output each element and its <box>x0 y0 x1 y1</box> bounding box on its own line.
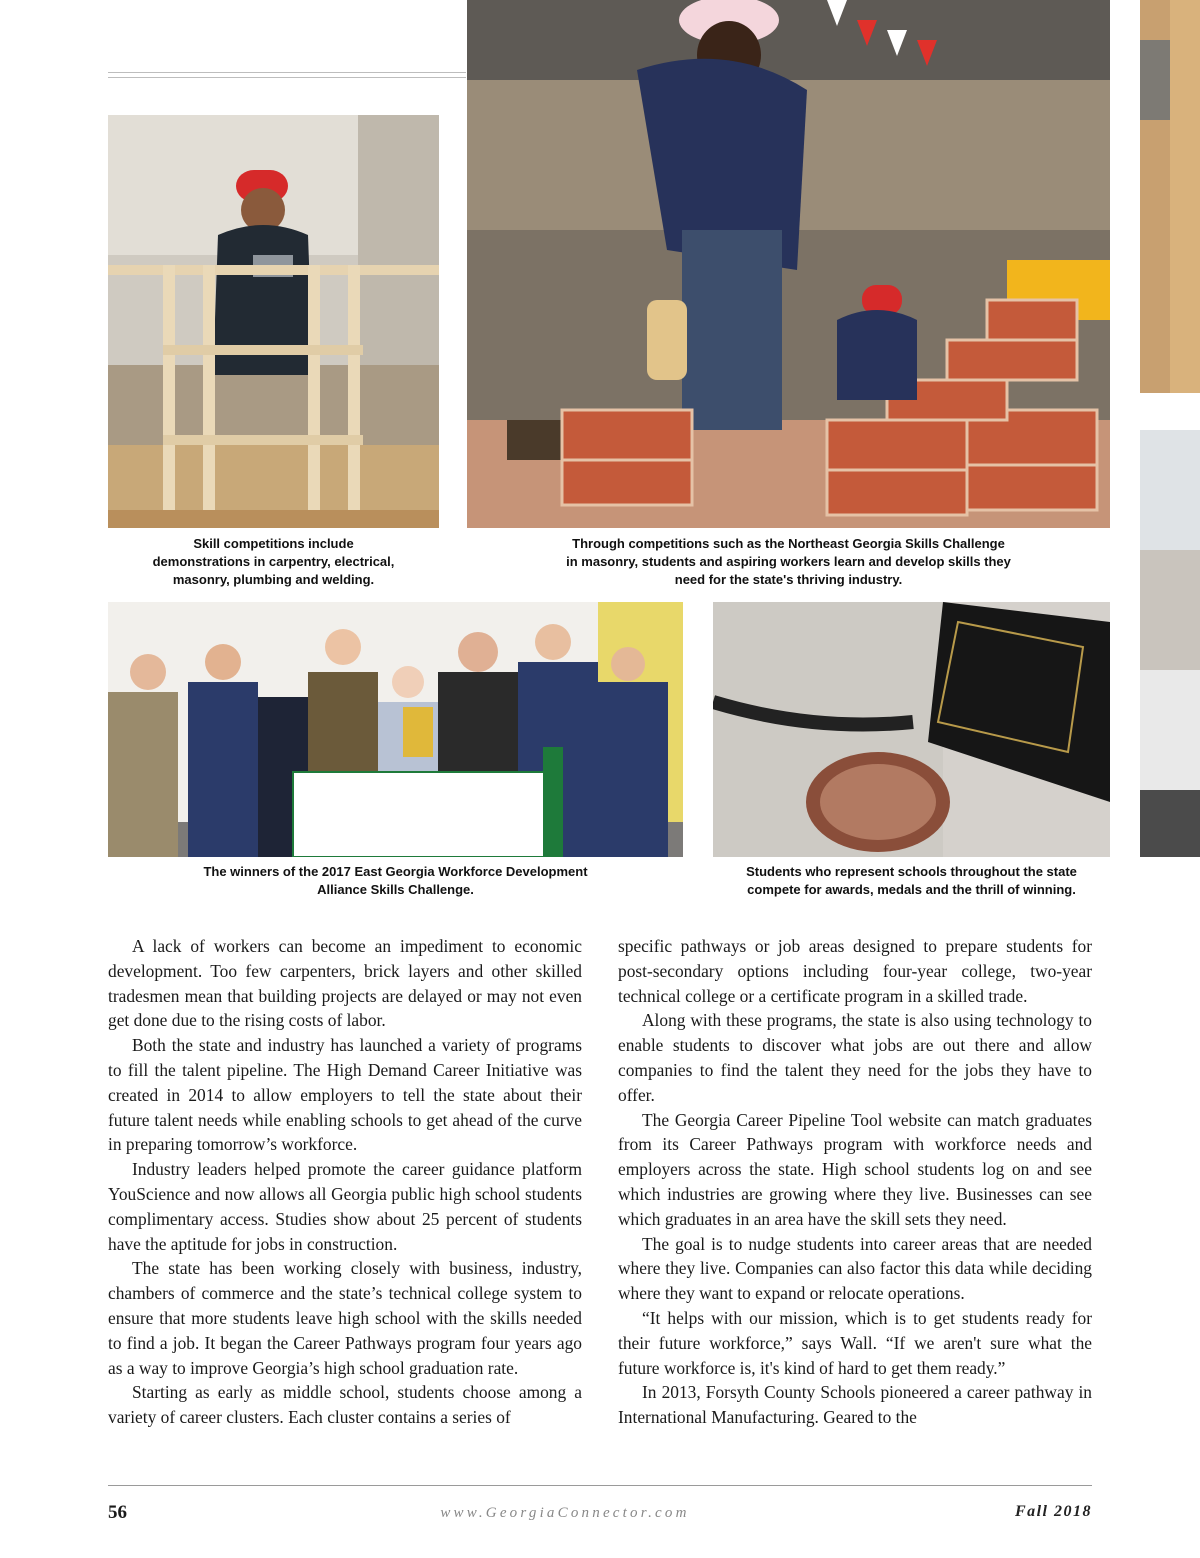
body-paragraph: Both the state and industry has launched a variety of programs to fill the talent pipeline. The High Demand Career Initiative was created in 2014 to allow employers to tell the state about their future talent needs while enabling schools to get ahead of the curve in preparing tomorrow’s workforce. <box>108 1035 582 1155</box>
footer-rule <box>108 1485 1092 1486</box>
winners-group-photo <box>108 602 683 857</box>
header-rule <box>108 72 466 73</box>
body-paragraph: specific pathways or job areas designed to prepare students for post-secondary options including four-year college, two-year technical college or a certificate program in a skilled trade. <box>618 936 1092 1006</box>
carpentry-student-photo <box>108 115 439 528</box>
body-paragraph: Along with these programs, the state is also using technology to enable students to discover what jobs are out there and allow companies to find the talent they need for the jobs they have to offer. <box>618 1010 1092 1105</box>
issue-label: Fall 2018 <box>1014 1503 1092 1520</box>
edge-photo-top <box>1140 0 1200 393</box>
body-paragraph: Starting as early as middle school, students choose among a variety of career clusters. Each cluster contains a series of <box>108 1382 582 1428</box>
caption-line: Skill competitions include <box>193 536 354 551</box>
body-paragraph: The Georgia Career Pipeline Tool website can match graduates from its Career Pathways program with workforce needs and employers across the state. High school students log on and see which industries are growing where they live. Businesses can see which graduates in an area have the skill sets they need. <box>618 1109 1092 1229</box>
body-paragraph: The goal is to nudge students into career areas that are needed where they live. Companies can also factor this data while deciding where they want to expand or relocate operations. <box>618 1233 1092 1304</box>
caption-line: Alliance Skills Challenge. <box>317 882 474 897</box>
body-paragraph: “It helps with our mission, which is to get students ready for their future workforce,” says Wall. “If we aren't sure what the future workforce is, it's kind of hard to get them ready.” <box>618 1307 1092 1378</box>
carpentry-caption <box>108 535 439 589</box>
medal-and-cup-photo <box>713 602 1110 857</box>
medal-caption <box>713 863 1110 899</box>
winners-caption <box>108 863 683 899</box>
body-paragraph: In 2013, Forsyth County Schools pioneered a career pathway in International Manufacturing. Geared to the <box>618 1382 1092 1428</box>
body-paragraph: The state has been working closely with business, industry, chambers of commerce and the state’s technical college system to ensure that more students leave high school with the skills needed to find a job. It began the Career Pathways program four years ago as a way to improve Georgia’s high school graduation rate. <box>108 1258 582 1378</box>
website-link[interactable]: www.GeorgiaConnector.com <box>440 1505 690 1521</box>
caption-line: Students who represent schools throughout the state <box>746 864 1077 879</box>
body-paragraph: Industry leaders helped promote the career guidance platform YouScience and now allows all Georgia public high school students complimentary access. Studies show about 25 percent of students have the aptitude for jobs in construction. <box>108 1159 582 1254</box>
caption-line: compete for awards, medals and the thrill of winning. <box>747 882 1076 897</box>
article-column-left <box>108 934 582 1430</box>
caption-line: demonstrations in carpentry, electrical, <box>152 554 395 569</box>
article-column-right <box>618 934 1092 1430</box>
masonry-caption <box>467 535 1110 589</box>
caption-line: masonry, plumbing and welding. <box>172 572 375 587</box>
caption-line: Through competitions such as the Northeast Georgia Skills Challenge <box>572 536 1005 551</box>
body-paragraph: A lack of workers can become an impediment to economic development. Too few carpenters, brick layers and other skilled tradesmen mean that building projects are delayed or may not even get done due to the rising costs of labor. <box>108 936 582 1031</box>
masonry-student-photo <box>467 0 1110 528</box>
header-rule <box>108 77 466 78</box>
caption-line: in masonry, students and aspiring workers learn and develop skills they <box>566 554 1011 569</box>
caption-line: The winners of the 2017 East Georgia Workforce Development <box>203 864 588 879</box>
caption-line: need for the state's thriving industry. <box>674 572 903 587</box>
edge-photo-bottom <box>1140 430 1200 857</box>
page-number: 56 <box>108 1502 127 1523</box>
